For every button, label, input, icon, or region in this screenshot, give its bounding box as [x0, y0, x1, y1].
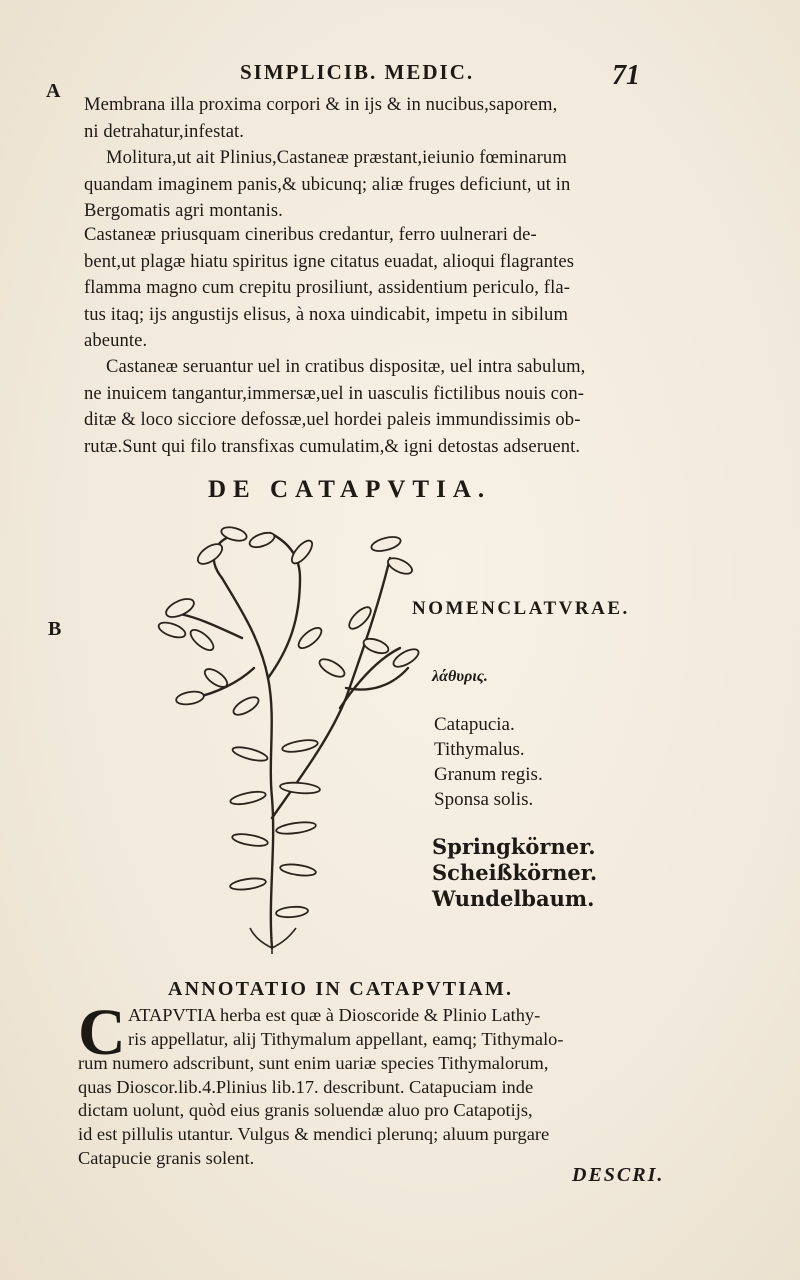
text-line: Molitura,ut ait Plinius,Castaneæ præstant,ieiunio fœminarum: [106, 147, 567, 168]
catapucia-plant-woodcut: [150, 518, 420, 956]
text-line: Bergomatis agri montanis.: [84, 200, 283, 222]
text-line: tus itaq; ijs angustijs elisus, à noxa uindicabit, impetu in sibilum: [84, 303, 569, 325]
german-names-list: [432, 834, 597, 912]
text-line: dictam uolunt, quòd eius granis soluendæ aluo pro Catapotijs,: [78, 1100, 533, 1121]
german-name: Springkörner.: [432, 834, 596, 859]
text-line: Catapucie granis solent.: [78, 1147, 255, 1168]
text-line: id est pillulis utantur. Vulgus & mendici plerunq; aluum purgare: [78, 1124, 550, 1145]
text-line: Castaneæ seruantur uel in cratibus dispositæ, uel intra sabulum,: [106, 356, 586, 377]
text-line: flamma magno cum crepitu prosiliunt, assidentium periculo, fla-: [84, 277, 570, 299]
nomenclature-heading: NOMENCLATVRAE.: [412, 598, 630, 619]
annotatio-heading: ANNOTATIO IN CATAPVTIAM.: [168, 978, 514, 1000]
greek-name: λάθυρις.: [432, 668, 488, 685]
paragraph-molitura: [84, 145, 571, 225]
annotatio-opening-lines: [128, 1004, 564, 1051]
chapter-heading: DE CATAPVTIA.: [208, 476, 492, 503]
german-name: Scheißkörner.: [432, 860, 598, 885]
text-line: abeunte.: [84, 330, 148, 352]
catchword: DESCRI.: [572, 1164, 665, 1186]
text-line: rum numero adscribunt, sunt enim uariæ species Tithymalorum,: [78, 1053, 549, 1073]
paragraph-membrana: [84, 92, 557, 145]
text-line: Membrana illa proxima corpori & in ijs & in nucibus,saporem,: [84, 94, 558, 115]
latin-name: Tithymalus.: [434, 739, 525, 760]
text-line: ATAPVTIA herba est quæ à Dioscoride & Plinio Lathy-: [128, 1005, 541, 1025]
text-line: rutæ.Sunt qui filo transfixas cumulatim,& igni detostas adseruent.: [84, 435, 581, 457]
german-name: Wundelbaum.: [432, 886, 595, 911]
text-line: ditæ & loco sicciore defossæ,uel hordei paleis immundissimis ob-: [84, 409, 581, 431]
text-line: ni detrahatur,infestat.: [84, 120, 245, 142]
margin-letter-a: A: [46, 80, 61, 102]
latin-name: Granum regis.: [434, 764, 543, 785]
running-head: SIMPLICIB. MEDIC.: [240, 60, 475, 84]
text-line: ne inuicem tangantur,immersæ,uel in uasculis fictilibus nouis con-: [84, 382, 585, 404]
margin-letter-b: B: [48, 618, 62, 640]
text-line: quas Dioscor.lib.4.Plinius lib.17. describunt. Catapuciam inde: [78, 1076, 534, 1097]
latin-name: Catapucia.: [434, 714, 515, 735]
text-line: Castaneæ priusquam cineribus credantur, ferro uulnerari de-: [84, 224, 537, 245]
text-line: ris appellatur, alij Tithymalum appellant, eamq; Tithymalo-: [128, 1028, 564, 1049]
annotatio-body: [78, 1052, 549, 1171]
drop-cap: C: [78, 996, 126, 1069]
latin-name: Sponsa solis.: [434, 789, 534, 810]
paragraph-castaneae-uulnerari: [84, 222, 574, 355]
paragraph-castaneae-seruantur: [84, 354, 586, 460]
latin-names-list: [434, 712, 543, 812]
text-line: quandam imaginem panis,& ubicunq; aliæ fruges deficiunt, ut in: [84, 173, 571, 195]
page-number: 71: [612, 60, 640, 91]
text-line: bent,ut plagæ hiatu spiritus igne citatus euadat, alioqui flagrantes: [84, 250, 575, 272]
